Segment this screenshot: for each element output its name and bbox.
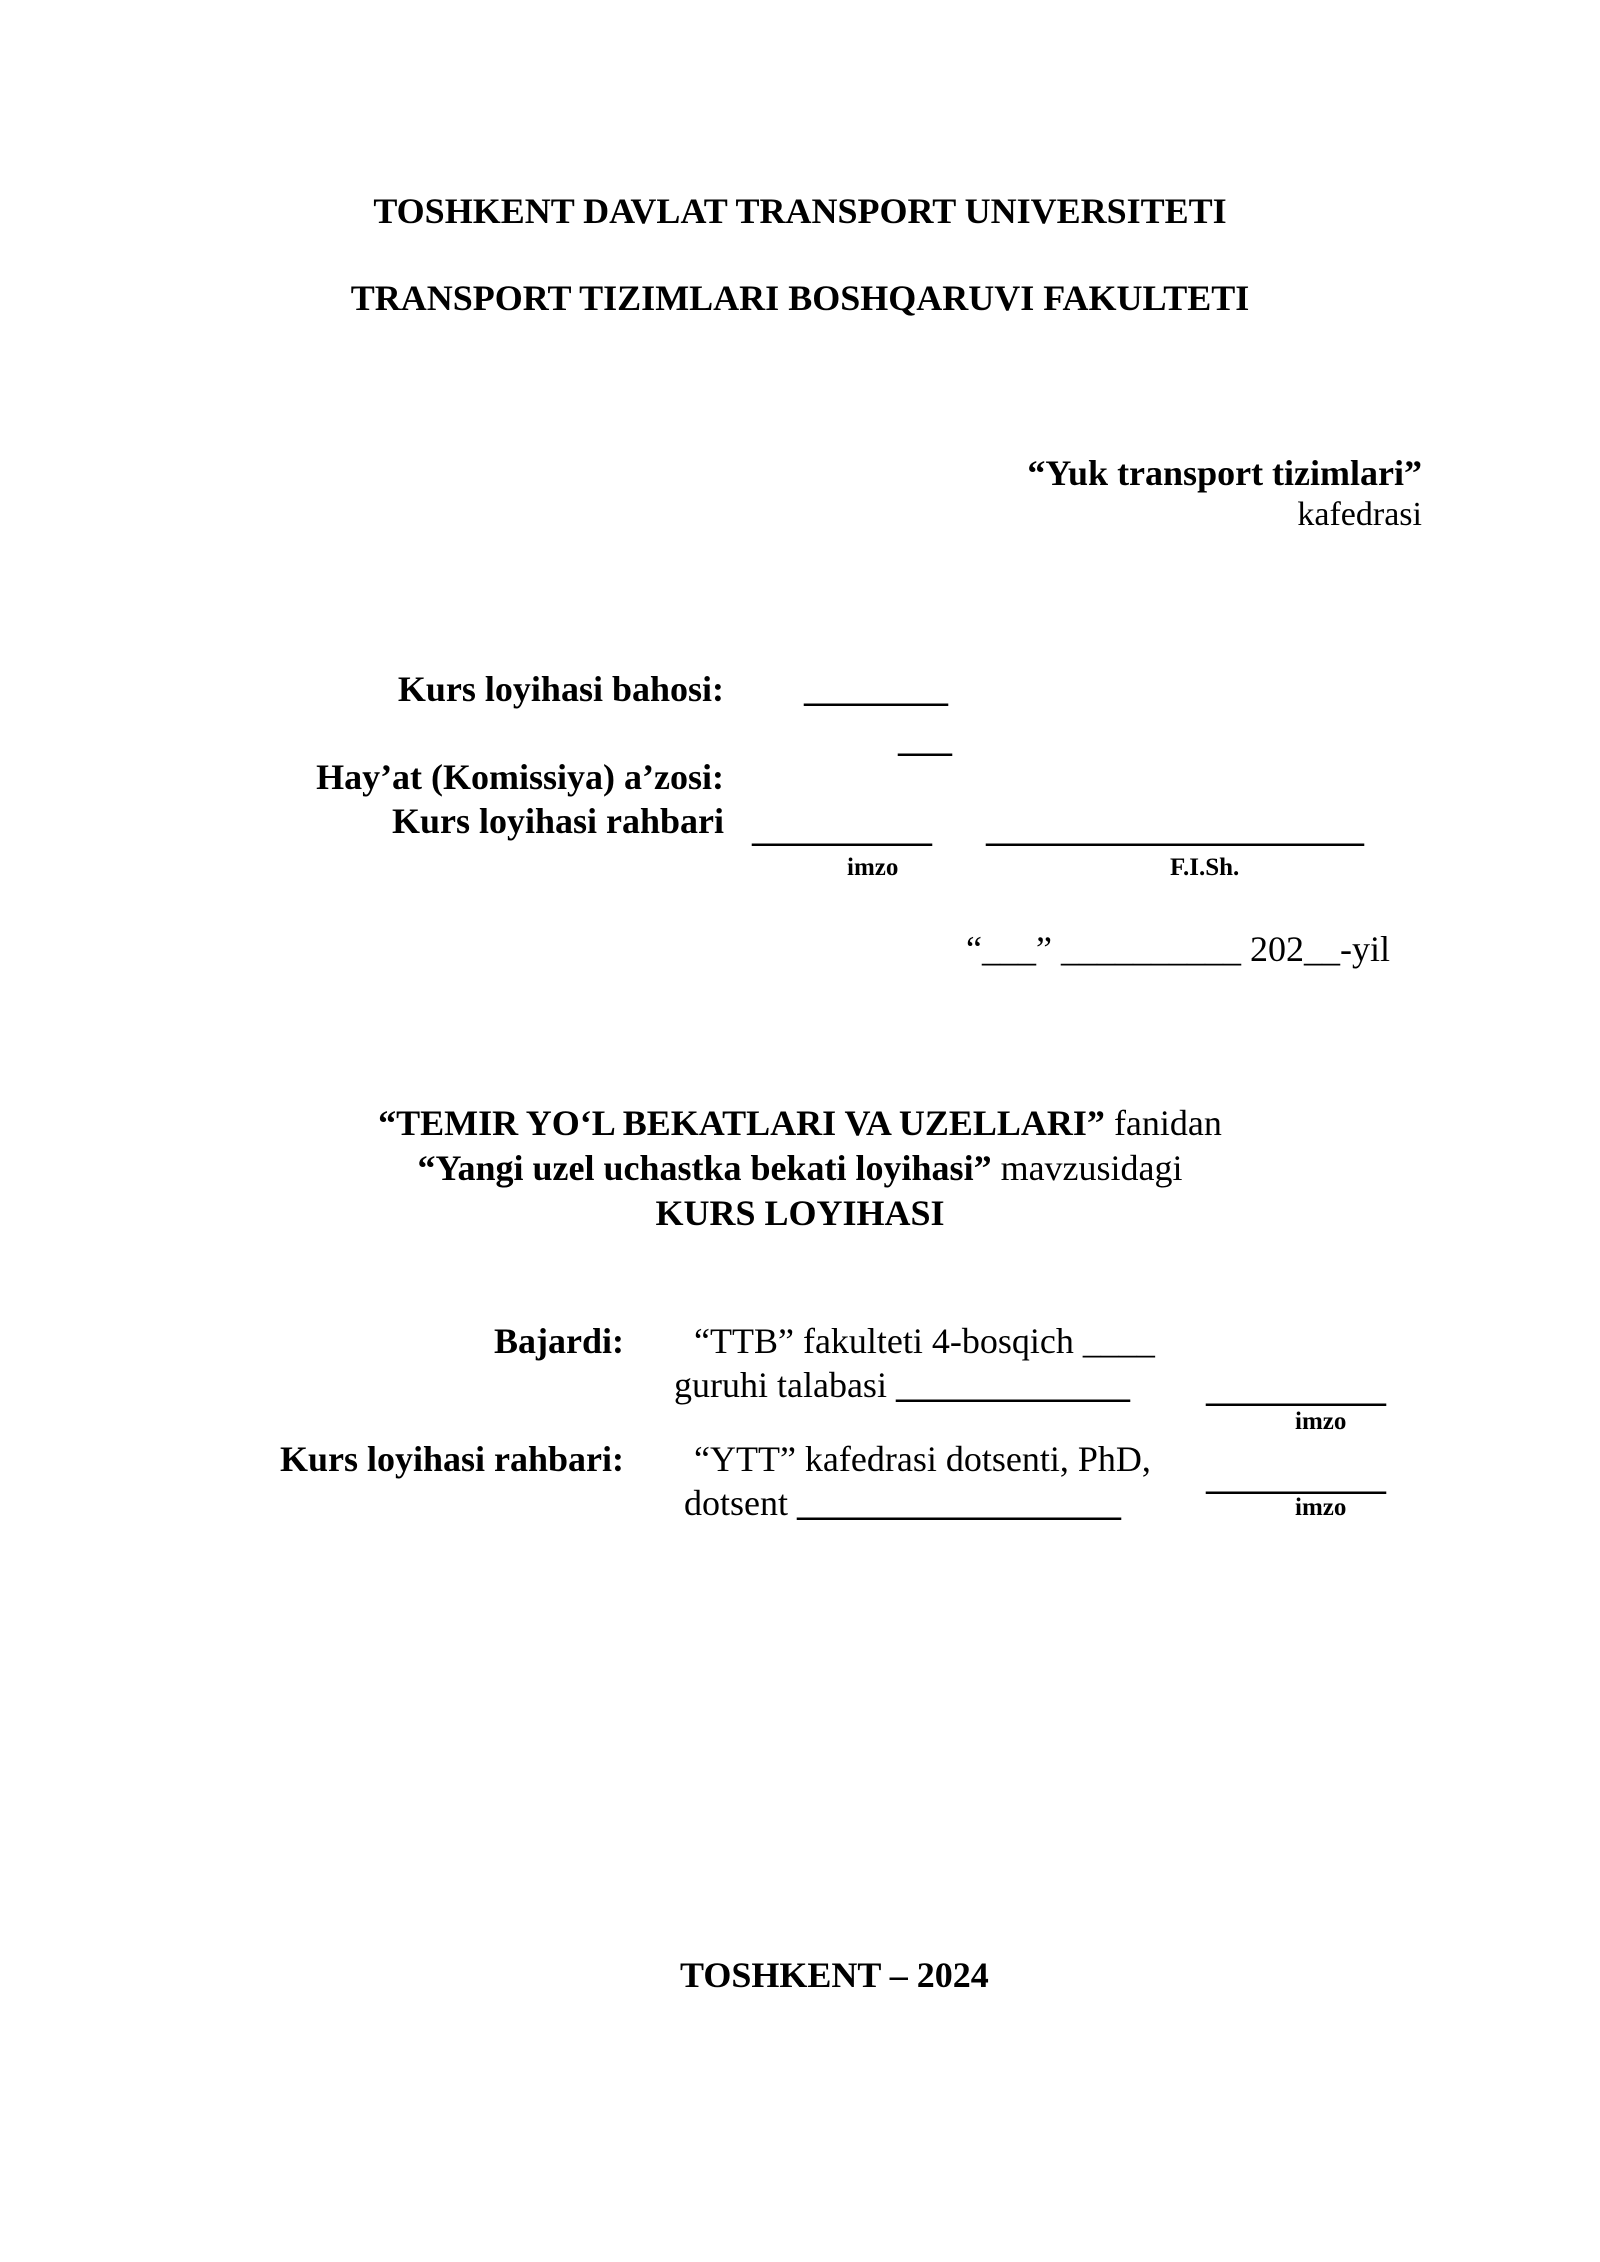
commission-label: Hay’at (Komissiya) a’zosi: <box>316 757 724 797</box>
fish-caption: F.I.Sh. <box>1170 854 1240 881</box>
department-suffix: kafedrasi <box>1297 496 1422 533</box>
supervisor-line2 <box>684 1482 1121 1524</box>
done-line1: “TTB” fakulteti 4-bosqich ____ <box>694 1321 1155 1361</box>
done-line2 <box>674 1364 1130 1406</box>
done-line2-blank: _____________ <box>895 1365 1130 1405</box>
signature-blank: __________ <box>752 809 932 849</box>
supervisor-line1: “YTT” kafedrasi dotsenti, PhD, <box>694 1439 1151 1479</box>
document-type: KURS LOYIHASI <box>655 1193 945 1233</box>
grade-blank: ________ <box>804 669 948 709</box>
fish-blank: _____________________ <box>986 809 1364 849</box>
city-year: TOSHKENT – 2024 <box>680 1955 989 1995</box>
subject-line <box>0 1102 1600 1144</box>
date-line: “___” __________ 202__-yil <box>966 929 1390 969</box>
subject-name: “TEMIR YO‘L BEKATLARI VA UZELLARI” <box>378 1103 1105 1143</box>
performer-supervisor-label: Kurs loyihasi rahbari: <box>279 1439 624 1479</box>
supervisor-label: Kurs loyihasi rahbari <box>391 801 724 841</box>
topic-name: “Yangi uzel uchastka bekati loyihasi” <box>417 1148 992 1188</box>
supervisor-signature-blank: __________ <box>1206 1457 1386 1497</box>
done-signature-blank: __________ <box>1206 1369 1386 1409</box>
topic-line <box>0 1147 1600 1189</box>
university-name: TOSHKENT DAVLAT TRANSPORT UNIVERSITETI <box>373 191 1227 231</box>
done-signature-caption: imzo <box>1295 1408 1347 1435</box>
department-name: “Yuk transport tizimlari” <box>1027 453 1422 493</box>
supervisor-line2-text: dotsent <box>684 1483 797 1523</box>
supervisor-signature-caption: imzo <box>1295 1494 1347 1521</box>
supervisor-line2-blank: __________________ <box>797 1483 1121 1523</box>
grade-blank-continuation: ___ <box>898 719 952 759</box>
done-line2-text: guruhi talabasi <box>674 1365 896 1405</box>
faculty-name: TRANSPORT TIZIMLARI BOSHQARUVI FAKULTETI <box>350 278 1250 318</box>
grade-label: Kurs loyihasi bahosi: <box>397 669 724 709</box>
done-label: Bajardi: <box>494 1321 624 1361</box>
signature-caption: imzo <box>847 854 899 881</box>
topic-suffix: mavzusidagi <box>991 1148 1183 1188</box>
subject-suffix: fanidan <box>1104 1103 1222 1143</box>
